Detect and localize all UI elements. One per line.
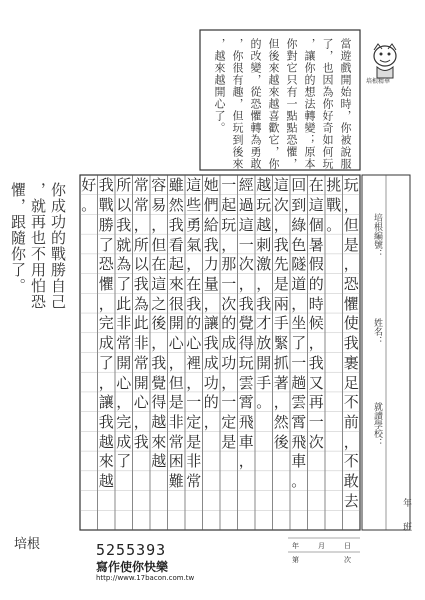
grid-cell: 非 [186, 452, 202, 471]
grid-cell: 雖 [168, 176, 184, 195]
grid-cell: 一 [186, 393, 202, 412]
grid-cell: ， [221, 235, 237, 254]
comment-line: 當遊戲開始時，你被說服 [339, 38, 352, 170]
grid-cell: 一 [291, 353, 307, 372]
grid-cell: 一 [221, 274, 237, 293]
grid-cell: 一 [221, 176, 237, 195]
grid-cell: 是 [186, 432, 202, 451]
school-label: 就讀學校： [372, 402, 382, 447]
grid-cell: 以 [133, 255, 149, 274]
grid-cell: 的 [308, 274, 324, 293]
grid-cell: 此 [133, 314, 149, 333]
grid-cell: 易 [151, 196, 167, 215]
grid-cell: 我 [168, 215, 184, 234]
comment-line: 但後來越來越喜歡它，你 [267, 38, 280, 170]
grid-cell: 越 [98, 472, 114, 491]
grid-cell: 常 [186, 472, 202, 491]
signature: 培根 [14, 537, 41, 552]
editor-label: 培根編號： [372, 213, 382, 258]
grid-cell: 定 [221, 413, 237, 432]
grid-cell: 著 [273, 373, 289, 392]
grid-cell: 來 [168, 274, 184, 293]
page-label: 第 [292, 556, 299, 564]
grid-cell: 但 [151, 235, 167, 254]
grid-cell: ， [133, 413, 149, 432]
grid-cell: 得 [238, 334, 254, 353]
grid-cell: 那 [221, 255, 237, 274]
grid-cell: 我 [151, 353, 167, 372]
grid-cell: 心 [133, 393, 149, 412]
grid-cell: 飛 [291, 432, 307, 451]
date-month-label: 月 [318, 542, 325, 550]
grid-cell: 是 [343, 235, 359, 254]
grid-cell: 懼 [343, 294, 359, 313]
grid-cell: 這 [186, 176, 202, 195]
grid-cell: 在 [308, 176, 324, 195]
grid-cell: 為 [116, 255, 132, 274]
grid-cell: 非 [116, 314, 132, 333]
grid-cell: 。 [256, 393, 272, 412]
grid-cell: 這 [273, 176, 289, 195]
grid-cell: 得 [151, 393, 167, 412]
grid-cell: 所 [116, 176, 132, 195]
contest-code: 5255393 [96, 541, 167, 559]
grid-cell: 成 [98, 334, 114, 353]
grid-cell: 完 [98, 314, 114, 333]
comment-line: ，你很有趣，但玩到後來 [231, 38, 244, 170]
grid-cell: 戰 [326, 196, 342, 215]
grid-cell: 次 [308, 432, 324, 451]
grid-cell: 的 [203, 393, 219, 412]
grid-cell: 讓 [203, 314, 219, 333]
grid-cell: 車 [238, 432, 254, 451]
grid-cell: 恐 [343, 274, 359, 293]
grid-cell: 先 [273, 255, 289, 274]
grid-cell: 了 [116, 274, 132, 293]
date-year-label: 年 [292, 542, 299, 550]
grid-cell: ， [221, 373, 237, 392]
grid-cell: 抓 [273, 353, 289, 372]
website-url: http://www.17bacon.com.tw [96, 574, 195, 582]
grid-cell: 候 [308, 314, 324, 333]
grid-cell: 我 [203, 334, 219, 353]
grid-cell: 非 [168, 413, 184, 432]
grid-cell: 功 [221, 353, 237, 372]
grid-cell: 心 [168, 334, 184, 353]
grid-cell: 心 [116, 373, 132, 392]
grid-cell: 。 [291, 472, 307, 491]
bacon-logo [368, 40, 402, 92]
grid-cell: ， [273, 393, 289, 412]
grid-cell: 困 [168, 452, 184, 471]
grid-cell: 我 [343, 334, 359, 353]
grid-cell: 我 [186, 294, 202, 313]
grid-cell: 次 [238, 255, 254, 274]
grid-cell: ， [186, 373, 202, 392]
grid-cell: 好 [81, 176, 97, 195]
grid-cell: 這 [308, 196, 324, 215]
grid-cell: 了 [291, 334, 307, 353]
grid-cell: 開 [256, 353, 272, 372]
grid-cell: 過 [238, 196, 254, 215]
grid-cell: 難 [168, 472, 184, 491]
grid-cell: 很 [168, 294, 184, 313]
grid-cell: ， [98, 373, 114, 392]
logo-caption: 培根精華 [366, 78, 391, 85]
grid-cell: ， [98, 294, 114, 313]
grid-cell: 使 [343, 314, 359, 333]
grid-cell: 我 [133, 274, 149, 293]
grid-cell: 之 [151, 294, 167, 313]
grid-cell: 激 [256, 255, 272, 274]
grid-cell: 起 [221, 196, 237, 215]
grid-cell: 我 [238, 294, 254, 313]
grid-cell: 越 [151, 452, 167, 471]
grid-cell: 來 [151, 432, 167, 451]
grid-cell: ， [203, 294, 219, 313]
grid-cell: 一 [221, 393, 237, 412]
grid-cell: 一 [238, 235, 254, 254]
grid-cell: 懼 [98, 274, 114, 293]
grid-cell: 覺 [238, 314, 254, 333]
grid-cell: 一 [308, 413, 324, 432]
grid-cell: 玩 [238, 353, 254, 372]
grid-cell: ， [133, 215, 149, 234]
grid-cell: 又 [308, 373, 324, 392]
grid-cell: 敢 [343, 472, 359, 491]
grid-cell: 完 [116, 413, 132, 432]
grid-cell: 成 [116, 432, 132, 451]
grid-cell: 她 [203, 176, 219, 195]
grid-cell: 綠 [291, 215, 307, 234]
grid-cell: ， [151, 334, 167, 353]
grid-cell: 手 [256, 373, 272, 392]
grid-cell: 的 [186, 314, 202, 333]
grid-cell: 然 [273, 413, 289, 432]
grid-cell: 此 [116, 294, 132, 313]
grid-cell: 們 [203, 196, 219, 215]
class-label: 班 [401, 522, 411, 531]
grid-cell: 我 [256, 294, 272, 313]
grid-cell: 越 [256, 176, 272, 195]
grid-cell: 勇 [186, 215, 202, 234]
grid-cell: 道 [291, 274, 307, 293]
grid-cell: 飛 [238, 413, 254, 432]
grid-cell: 在 [186, 274, 202, 293]
grid-cell: 常 [168, 432, 184, 451]
grid-cell: 讓 [98, 393, 114, 412]
grid-cell: 是 [273, 274, 289, 293]
grid-cell: 然 [168, 196, 184, 215]
grid-cell: 前 [343, 413, 359, 432]
grid-cell: 玩 [221, 215, 237, 234]
grid-cell: 這 [151, 274, 167, 293]
grid-cell: 暑 [308, 235, 324, 254]
grid-cell: 雲 [238, 373, 254, 392]
teacher-comment-line: ，就再也不用怕恐 [29, 182, 47, 310]
times-label: 次 [344, 556, 351, 564]
grid-cell: 定 [186, 413, 202, 432]
grid-cell: 坐 [291, 314, 307, 333]
grid-cell: 越 [151, 413, 167, 432]
grid-cell: 時 [308, 294, 324, 313]
grid-cell: 覺 [151, 373, 167, 392]
grid-cell: 氣 [186, 235, 202, 254]
grid-cell: 去 [343, 491, 359, 510]
grid-cell: 不 [343, 393, 359, 412]
grid-cell: 霄 [291, 413, 307, 432]
grid-cell: 我 [98, 176, 114, 195]
grid-cell: 霄 [238, 393, 254, 412]
grid-cell: 開 [168, 314, 184, 333]
comment-line: ，讓你的想法轉變；原本 [303, 38, 316, 170]
grid-cell: 到 [291, 196, 307, 215]
grid-cell: ， [168, 353, 184, 372]
grid-cell: 了 [98, 353, 114, 372]
grid-cell: 放 [256, 334, 272, 353]
grid-cell: 。 [81, 196, 97, 215]
grid-cell: 個 [308, 215, 324, 234]
date-day-label: 日 [344, 542, 351, 550]
grid-cell: 了 [98, 235, 114, 254]
grid-cell: 就 [116, 235, 132, 254]
grid-cell: ， [343, 196, 359, 215]
grid-cell: 常 [133, 176, 149, 195]
grid-cell: 量 [203, 274, 219, 293]
grid-cell: 後 [151, 314, 167, 333]
comment-line: 的改變，從恐懼轉為勇敢 [249, 38, 262, 170]
comment-line: 你對它只有一點點恐懼， [285, 38, 298, 170]
grid-cell: 常 [133, 353, 149, 372]
grid-cell: 心 [186, 334, 202, 353]
grid-cell: 我 [203, 235, 219, 254]
grid-cell: ， [343, 432, 359, 451]
grid-cell: 容 [151, 176, 167, 195]
grid-cell: 緊 [273, 334, 289, 353]
grid-cell: 常 [133, 196, 149, 215]
grid-cell: ， [203, 413, 219, 432]
comment-line: 了，也因為你好奇如何玩 [321, 38, 334, 170]
grid-cell: 裹 [343, 353, 359, 372]
grid-cell: 足 [343, 373, 359, 392]
grid-cell: 戰 [98, 196, 114, 215]
teacher-comment-line: 你成功的戰勝自己 [49, 182, 67, 310]
grid-cell: 刺 [256, 235, 272, 254]
grid-cell: ， [151, 215, 167, 234]
grid-cell: 成 [221, 334, 237, 353]
grid-cell: 給 [203, 215, 219, 234]
grid-cell: 裡 [186, 353, 202, 372]
grid-cell: 但 [343, 215, 359, 234]
grid-cell: ， [186, 255, 202, 274]
grid-cell: 次 [273, 196, 289, 215]
grid-cell: ， [343, 255, 359, 274]
grid-cell: 越 [256, 215, 272, 234]
grid-cell: 起 [168, 255, 184, 274]
grid-cell: 以 [116, 196, 132, 215]
grid-cell: ， [273, 215, 289, 234]
grid-cell: ， [238, 274, 254, 293]
grid-cell: 恐 [98, 255, 114, 274]
grade-label: 年 [401, 498, 411, 507]
grid-cell: 開 [116, 353, 132, 372]
grid-cell: 勝 [98, 215, 114, 234]
grid-cell: 了 [116, 452, 132, 471]
grid-cell: 的 [221, 314, 237, 333]
grid-cell: 我 [273, 235, 289, 254]
grid-cell: 來 [98, 452, 114, 471]
grid-cell: 不 [343, 452, 359, 471]
grid-cell: 經 [238, 176, 254, 195]
grid-cell: 非 [133, 334, 149, 353]
grid-cell: ， [291, 294, 307, 313]
grid-cell: 是 [221, 432, 237, 451]
grid-cell: 開 [133, 373, 149, 392]
grid-cell: 些 [186, 196, 202, 215]
grid-cell: ， [308, 334, 324, 353]
grid-cell: ， [256, 274, 272, 293]
slogan: 寫作使你快樂 [96, 560, 169, 574]
grid-cell: 挑 [326, 176, 342, 195]
grid-cell: 假 [308, 255, 324, 274]
grid-cell: 次 [221, 294, 237, 313]
grid-cell: 才 [256, 314, 272, 333]
grid-cell: 為 [133, 294, 149, 313]
grid-cell: 車 [291, 452, 307, 471]
grid-cell: 是 [168, 393, 184, 412]
grid-cell: 隧 [291, 255, 307, 274]
name-label: 姓名： [372, 318, 382, 345]
grid-cell: 這 [238, 215, 254, 234]
grid-cell: 回 [291, 176, 307, 195]
grid-cell: 雲 [291, 393, 307, 412]
grid-cell: 色 [291, 235, 307, 254]
grid-cell: 我 [116, 215, 132, 234]
grid-cell: 力 [203, 255, 219, 274]
grid-cell: 趟 [291, 373, 307, 392]
grid-cell: 所 [133, 235, 149, 254]
grid-cell: ， [116, 393, 132, 412]
grid-cell: 。 [326, 215, 342, 234]
grid-cell: 手 [273, 314, 289, 333]
teacher-comment-line: 懼，跟隨你了。 [9, 182, 27, 294]
comment-line: ，越來越開心了。 [213, 38, 226, 134]
grid-cell: 玩 [343, 176, 359, 195]
grid-cell: 常 [116, 334, 132, 353]
grid-cell: 再 [308, 393, 324, 412]
grid-cell: 後 [273, 432, 289, 451]
grid-cell: 看 [168, 235, 184, 254]
grid-cell: 功 [203, 373, 219, 392]
grid-cell: 在 [151, 255, 167, 274]
grid-cell: 我 [98, 413, 114, 432]
grid-cell: 玩 [256, 196, 272, 215]
grid-cell: 成 [203, 353, 219, 372]
grid-cell: 兩 [273, 294, 289, 313]
grid-cell: ， [238, 452, 254, 471]
grid-cell: 我 [133, 432, 149, 451]
grid-cell: 越 [98, 432, 114, 451]
grid-cell: 我 [308, 353, 324, 372]
grid-cell: 但 [168, 373, 184, 392]
